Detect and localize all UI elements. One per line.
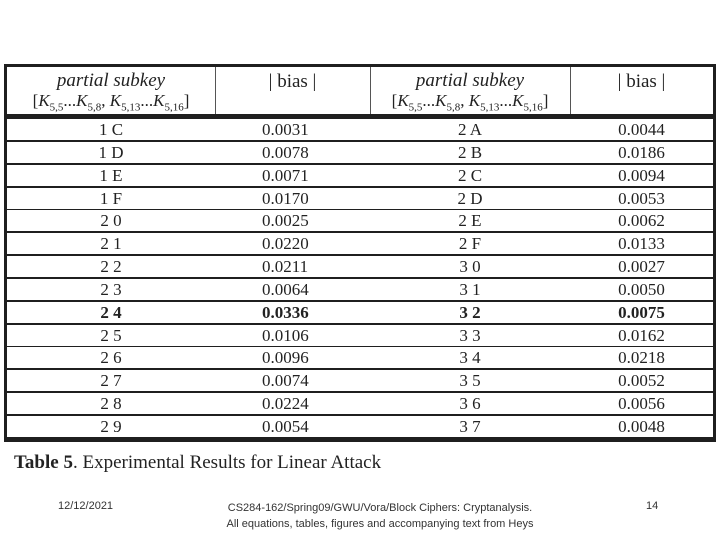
results-table — [4, 64, 716, 442]
bias-cell: 0.0094 — [618, 165, 665, 185]
header-subkey-range-2: [$K_{5,5}...K_{5,8}$, $K_{5,13}...K_{5,16}$] — [391, 91, 549, 114]
bias-cell: 0.0211 — [262, 257, 309, 277]
footer-course-line-2: All equations, tables, figures and accompanying text from Heys — [226, 518, 534, 530]
table-row — [7, 256, 713, 277]
header-partial-subkey-2: partial subkey [$K_{5,5}...K_{5,8}$, $K_{5,13}...K_{5,16}$] — [370, 67, 570, 114]
table-row — [7, 188, 713, 209]
table-header — [7, 67, 713, 114]
bias-cell: 0.0336 — [262, 302, 309, 322]
bias-cell: 0.0078 — [262, 142, 309, 162]
bias-cell: 0.0096 — [262, 348, 309, 368]
header-subkey-range-1: [$K_{5,5}...K_{5,8}$, $K_{5,13}...K_{5,16}$] — [32, 91, 190, 114]
bias-cell: 0.0031 — [262, 120, 309, 139]
subkey-cell: 2 6 — [100, 348, 122, 368]
subkey-cell: 2 F — [458, 234, 482, 254]
footer-course-info — [200, 500, 560, 532]
table-row — [7, 119, 713, 140]
bias-cell: 0.0162 — [618, 325, 665, 345]
bias-cell: 0.0027 — [618, 257, 665, 277]
bias-cell: 0.0218 — [618, 348, 665, 368]
footer-course-line-1: CS284-162/Spring09/GWU/Vora/Block Ciphers: Cryptanalysis. — [227, 502, 533, 514]
subkey-cell: 1 F — [99, 188, 123, 208]
subkey-cell: 2 C — [457, 165, 483, 185]
footer-page-number: 14 — [646, 500, 659, 512]
subkey-cell: 2 4 — [100, 302, 122, 322]
table-row — [7, 165, 713, 186]
subkey-cell: 2 5 — [100, 325, 122, 345]
subkey-cell: 2 3 — [100, 279, 122, 299]
bias-cell: 0.0186 — [618, 142, 665, 162]
bias-cell: 0.0062 — [618, 211, 665, 231]
header-bias-2: | bias | — [617, 71, 666, 92]
subkey-cell: 2 1 — [100, 234, 122, 254]
table-row — [7, 416, 713, 437]
subkey-cell: 3 7 — [459, 416, 481, 436]
bias-cell: 0.0224 — [262, 394, 309, 414]
subkey-cell: 2 D — [457, 188, 483, 208]
subkey-cell: 2 B — [457, 142, 483, 162]
bias-cell: 0.0075 — [618, 302, 665, 322]
subkey-cell: 2 A — [457, 120, 483, 139]
bias-cell: 0.0053 — [618, 188, 665, 208]
bias-cell: 0.0220 — [262, 234, 309, 254]
bias-cell: 0.0106 — [262, 325, 309, 345]
bias-cell: 0.0170 — [262, 188, 309, 208]
bias-cell: 0.0074 — [262, 371, 309, 391]
subkey-cell: 3 5 — [459, 371, 481, 391]
subkey-cell: 2 8 — [100, 394, 122, 414]
subkey-cell: 3 2 — [459, 302, 481, 322]
bias-cell: 0.0048 — [618, 416, 665, 436]
bias-cell: 0.0052 — [618, 371, 665, 391]
header-bias-1: | bias | — [268, 71, 317, 92]
bias-cell: 0.0056 — [618, 394, 665, 414]
subkey-cell: 1 D — [98, 142, 124, 162]
bias-cell: 0.0133 — [618, 234, 665, 254]
subkey-cell: 2 9 — [100, 416, 122, 436]
header-partial-subkey-1: partial subkey [$K_{5,5}...K_{5,8}$, $K_{5,13}...K_{5,16}$] — [7, 67, 215, 114]
table-caption — [14, 452, 381, 474]
caption-label: Table 5 — [14, 452, 73, 473]
footer-date: 12/12/2021 — [58, 500, 114, 512]
bias-cell: 0.0050 — [618, 279, 665, 299]
table-row — [7, 142, 713, 163]
bias-cell: 0.0044 — [618, 120, 665, 139]
subkey-cell: 2 E — [458, 211, 482, 231]
table-row — [7, 210, 713, 231]
subkey-cell: 3 6 — [459, 394, 481, 414]
caption-text: . Experimental Results for Linear Attack — [72, 452, 382, 473]
bias-cell: 0.0071 — [262, 165, 309, 185]
subkey-cell: 2 7 — [100, 371, 122, 391]
subkey-cell: 3 1 — [459, 279, 481, 299]
table-row — [7, 325, 713, 346]
subkey-cell: 3 0 — [459, 257, 481, 277]
table-row — [7, 302, 713, 323]
bias-cell: 0.0064 — [262, 279, 309, 299]
subkey-cell: 1 C — [98, 120, 124, 139]
bias-cell: 0.0054 — [262, 416, 309, 436]
table-row — [7, 279, 713, 300]
subkey-cell: 3 3 — [459, 325, 481, 345]
subkey-cell: 3 4 — [459, 348, 481, 368]
table-body — [7, 119, 713, 439]
table-row — [7, 347, 713, 368]
bias-cell: 0.0025 — [262, 211, 309, 231]
subkey-cell: 2 2 — [100, 257, 122, 277]
subkey-cell: 1 E — [99, 165, 123, 185]
table-row — [7, 370, 713, 391]
subkey-cell: 2 0 — [100, 211, 122, 231]
table-row — [7, 233, 713, 254]
table-row — [7, 393, 713, 414]
